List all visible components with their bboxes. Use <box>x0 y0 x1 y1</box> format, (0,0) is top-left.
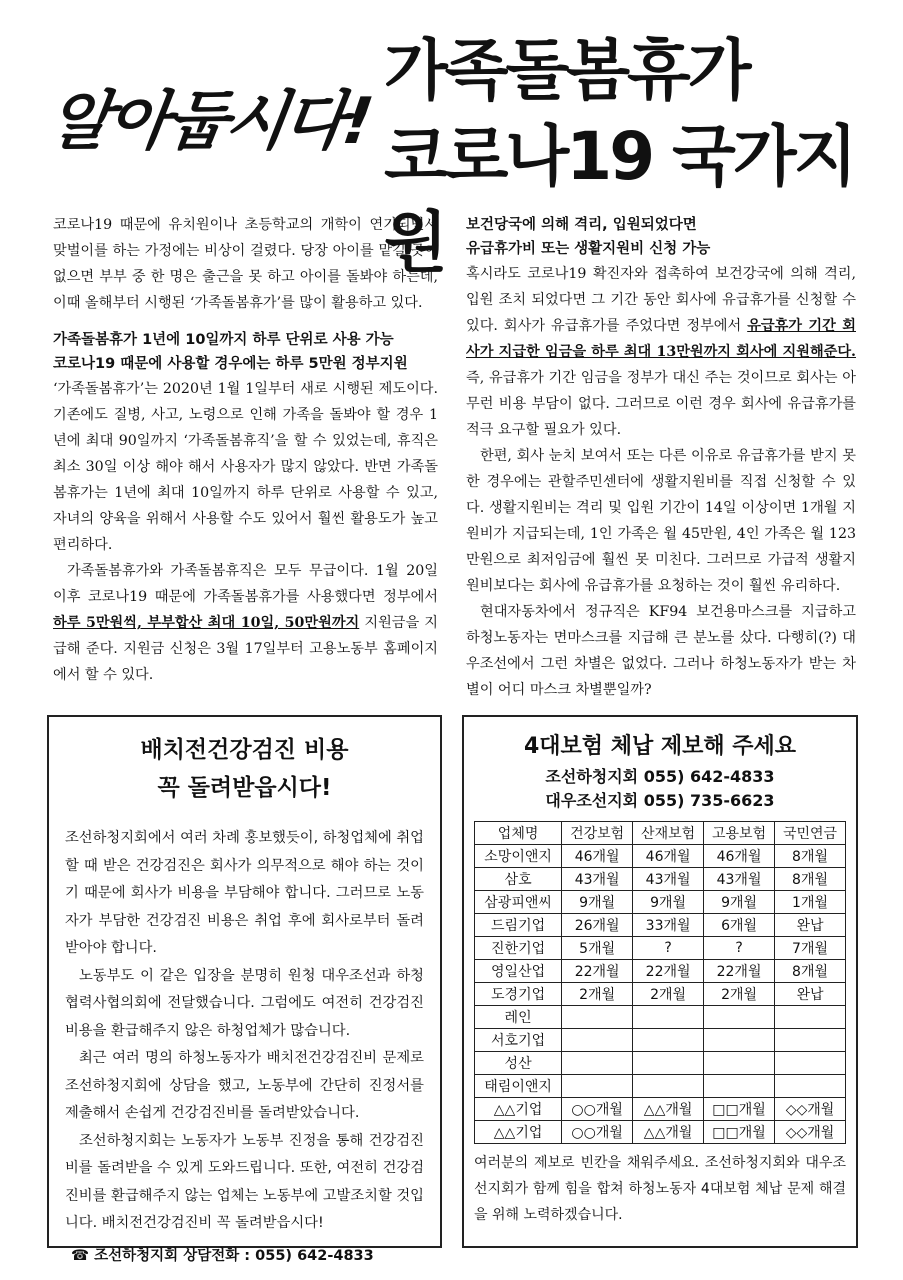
value-cell: 완납 <box>775 914 846 937</box>
box-title: 배치전건강검진 비용 <box>140 737 349 763</box>
paragraph: 가족돌봄휴가와 가족돌봄휴직은 모두 무급이다. 1월 20일 이후 코로나19 때문에 가족돌봄휴가를 사용했다면 정부에서 하루 5만원씩, 부부합산 최대 10일, 50만원까지 지원금을 지급해 준다. 지원금 신청은 3월 17일부터 고용노동부 홈페이지에서 할 수 있다. <box>53 563 439 683</box>
value-cell: 46개월 <box>562 845 633 868</box>
value-cell: ◇◇개월 <box>775 1098 846 1121</box>
value-cell: 5개월 <box>562 937 633 960</box>
phone-icon: ☎ <box>71 1247 90 1264</box>
paragraph: 노동부도 이 같은 입장을 분명히 원청 대우조선과 하청 협력사협의회에 전달했습니다. 그럼에도 여전히 건강검진 비용을 환급해주지 않은 하청업체가 많습니다. <box>65 967 424 1039</box>
contact-line: 대우조선지회 055) 735-6623 <box>545 791 775 810</box>
paragraph: ‘가족돌봄휴가’는 2020년 1월 1일부터 새로 시행된 제도이다. 기존에도 질병, 사고, 노령으로 인해 가족을 돌봐야 할 경우 1년에 최대 90일까지 ‘가족돌봄휴직’을 할 수 있었는데, 휴직은 최소 30일 이상 해야 해서 사용자가 많지 않았다. 반면 가족돌봄휴가는 1년에 최대 10일까지 하루 단위로 사용할 수 있고, 자녀의 양육을 위해서 사용할 수도 있어서 훨씬 활용도가 높고 편리하다. <box>53 381 438 553</box>
value-cell: 1개월 <box>775 891 846 914</box>
value-cell: 43개월 <box>633 868 704 891</box>
value-cell: ○○개월 <box>562 1098 633 1121</box>
company-cell: △△기업 <box>475 1098 562 1121</box>
table-header-cell: 산재보험 <box>633 822 704 845</box>
value-cell: 완납 <box>775 983 846 1006</box>
headline-line1: 가족돌봄휴가 <box>384 32 749 109</box>
value-cell: 43개월 <box>704 868 775 891</box>
company-cell: 서호기업 <box>475 1029 562 1052</box>
value-cell: □□개월 <box>704 1098 775 1121</box>
arrears-table <box>474 821 846 1144</box>
section-heading: 코로나19 때문에 사용할 경우에는 하루 5만원 정부지원 <box>53 356 408 372</box>
table-row <box>475 1029 846 1052</box>
section-heading: 가족돌봄휴가 1년에 10일까지 하루 단위로 사용 가능 <box>53 332 394 348</box>
section-heading: 유급휴가비 또는 생활지원비 신청 가능 <box>466 241 711 257</box>
paragraph: 혹시라도 코로나19 확진자와 접촉하여 보건강국에 의해 격리, 입원 조치 되었다면 그 기간 동안 회사에 유급휴가를 신청할 수 있다. 회사가 유급휴가를 주었다면 정부에서 유급휴가 기간 회사가 지급한 임금을 하루 최대 13만원까지 회사에 지원해준다. 즉, 유급휴가 기간 임금을 정부가 대신 주는 것이므로 회사는 아무런 비용 부담이 없다. 그러므로 이런 경우 회사에 유급휴가를 적극 요구할 필요가 있다. <box>466 266 856 438</box>
value-cell <box>633 1029 704 1052</box>
value-cell: 43개월 <box>562 868 633 891</box>
company-cell: 드림기업 <box>475 914 562 937</box>
table-row <box>475 1098 846 1121</box>
phone-line <box>65 1244 424 1265</box>
company-cell: △△기업 <box>475 1121 562 1144</box>
value-cell: 2개월 <box>704 983 775 1006</box>
value-cell <box>633 1075 704 1098</box>
company-cell: 태림이앤지 <box>475 1075 562 1098</box>
paragraph: 최근 여러 명의 하청노동자가 배치전건강검진비 문제로 조선하청지회에 상담을 했고, 노동부에 간단히 진정서를 제출해서 손쉽게 건강검진비를 돌려받았습니다. <box>65 1050 424 1121</box>
value-cell <box>633 1006 704 1029</box>
value-cell: 22개월 <box>633 960 704 983</box>
paragraph: 현대자동차에서 정규직은 KF94 보건용마스크를 지급하고 하청노동자는 면마스크를 지급해 큰 분노를 샀다. 다행히(?) 대우조선에서 그런 차별은 없었다. 그러나 하청노동자가 받는 차별이 어디 마스크 차별뿐일까? <box>466 604 856 698</box>
value-cell: ○○개월 <box>562 1121 633 1144</box>
table-row <box>475 845 846 868</box>
value-cell: 2개월 <box>562 983 633 1006</box>
value-cell: 7개월 <box>775 937 846 960</box>
table-row <box>475 937 846 960</box>
value-cell <box>633 1052 704 1075</box>
health-check-box <box>47 715 442 1264</box>
value-cell <box>704 1029 775 1052</box>
section-heading: 보건당국에 의해 격리, 입원되었다면 <box>466 217 697 233</box>
value-cell <box>775 1075 846 1098</box>
box-title: 꼭 돌려받읍시다! <box>157 775 332 801</box>
table-row <box>475 1121 846 1144</box>
value-cell: 8개월 <box>775 868 846 891</box>
intro-paragraph: 코로나19 때문에 유치원이나 초등학교의 개학이 연기되면서 맞벌이를 하는 가정에는 비상이 걸렸다. 당장 아이를 맡길 곳이 없으면 부부 중 한 명은 출근을 못 하고 아이를 돌봐야 하는데, 이때 올해부터 시행된 ‘가족돌봄휴가’를 많이 활용하고 있다. <box>53 217 438 311</box>
company-cell: 삼광피앤씨 <box>475 891 562 914</box>
value-cell: ? <box>704 937 775 960</box>
value-cell: △△개월 <box>633 1098 704 1121</box>
value-cell: 46개월 <box>704 845 775 868</box>
table-row <box>475 891 846 914</box>
company-cell: 레인 <box>475 1006 562 1029</box>
table-row <box>475 868 846 891</box>
paragraph: 조선하청지회에서 여러 차례 홍보했듯이, 하청업체에 취업할 때 받은 건강검진은 회사가 의무적으로 해야 하는 것이기 때문에 회사가 비용을 부담해야 합니다. 그러므로 노동자가 부담한 건강검진 비용은 취업 후에 회사로부터 돌려받아야 합니다. <box>65 830 424 956</box>
insurance-report-box <box>462 715 858 1248</box>
value-cell: 8개월 <box>775 845 846 868</box>
headline-line2: 코로나19 국가지원 <box>384 118 855 281</box>
header-left-title: 알아둡시다! <box>43 85 375 159</box>
value-cell: 2개월 <box>633 983 704 1006</box>
right-article <box>466 213 856 703</box>
value-cell <box>704 1075 775 1098</box>
value-cell <box>704 1052 775 1075</box>
value-cell: 22개월 <box>562 960 633 983</box>
table-row <box>475 1052 846 1075</box>
value-cell: 9개월 <box>562 891 633 914</box>
table-header-cell: 건강보험 <box>562 822 633 845</box>
value-cell: 8개월 <box>775 960 846 983</box>
value-cell: 6개월 <box>704 914 775 937</box>
table-row <box>475 1006 846 1029</box>
value-cell <box>562 1006 633 1029</box>
table-header-row <box>475 822 846 845</box>
value-cell <box>562 1029 633 1052</box>
box-title: 4대보험 체납 제보해 주세요 <box>523 734 797 759</box>
value-cell <box>775 1052 846 1075</box>
phone-text: 조선하청지회 상담전화 : 055) 642-4833 <box>94 1247 374 1264</box>
company-cell: 도경기업 <box>475 983 562 1006</box>
value-cell: 9개월 <box>704 891 775 914</box>
table-row <box>475 1075 846 1098</box>
highlight-text: 유급휴가 기간 회사가 지급한 임금을 하루 최대 13만원까지 회사에 지원해준다. <box>466 318 856 360</box>
value-cell: 46개월 <box>633 845 704 868</box>
value-cell: □□개월 <box>704 1121 775 1144</box>
table-header-cell: 국민연금 <box>775 822 846 845</box>
value-cell: △△개월 <box>633 1121 704 1144</box>
table-row <box>475 914 846 937</box>
value-cell: 33개월 <box>633 914 704 937</box>
value-cell: 9개월 <box>633 891 704 914</box>
company-cell: 영일산업 <box>475 960 562 983</box>
company-cell: 삼호 <box>475 868 562 891</box>
table-header-cell: 고용보험 <box>704 822 775 845</box>
paragraph: 조선하청지회는 노동자가 노동부 진정을 통해 건강검진비를 돌려받을 수 있게 도와드립니다. 또한, 여전히 건강검진비를 환급해주지 않는 업체는 노동부에 고발조치할 것입니다. 배치전건강검진비 꼭 돌려받읍시다! <box>65 1132 424 1231</box>
left-article <box>53 212 438 688</box>
value-cell <box>704 1006 775 1029</box>
table-row <box>475 983 846 1006</box>
highlight-text: 하루 5만원씩, 부부합산 최대 10일, 50만원까지 <box>53 615 360 631</box>
company-cell: 소망이앤지 <box>475 845 562 868</box>
value-cell: ? <box>633 937 704 960</box>
company-cell: 진한기업 <box>475 937 562 960</box>
paragraph: 한편, 회사 눈치 보여서 또는 다른 이유로 유급휴가를 받지 못한 경우에는 관할주민센터에 생활지원비를 직접 신청할 수 있다. 생활지원비는 격리 및 입원 기간이 14일 이상이면 1개월 지원비가 지급되는데, 1인 가족은 월 45만원, 4인 가족은 월 123만원으로 최저임금에 훨씬 못 미친다. 그러므로 가급적 생활지원비보다는 회사에 유급휴가를 요청하는 것이 훨씬 유리하다. <box>466 448 856 594</box>
footer-paragraph: 여러분의 제보로 빈칸을 채워주세요. 조선하청지회와 대우조선지회가 함께 힘을 합쳐 하청노동자 4대보험 체납 문제 해결을 위해 노력하겠습니다. <box>474 1155 846 1223</box>
contact-line: 조선하청지회 055) 642-4833 <box>545 767 775 786</box>
table-header-cell: 업체명 <box>475 822 562 845</box>
table-row <box>475 960 846 983</box>
value-cell: ◇◇개월 <box>775 1121 846 1144</box>
value-cell <box>562 1052 633 1075</box>
value-cell <box>775 1029 846 1052</box>
value-cell <box>562 1075 633 1098</box>
value-cell: 26개월 <box>562 914 633 937</box>
value-cell: 22개월 <box>704 960 775 983</box>
value-cell <box>775 1006 846 1029</box>
company-cell: 성산 <box>475 1052 562 1075</box>
